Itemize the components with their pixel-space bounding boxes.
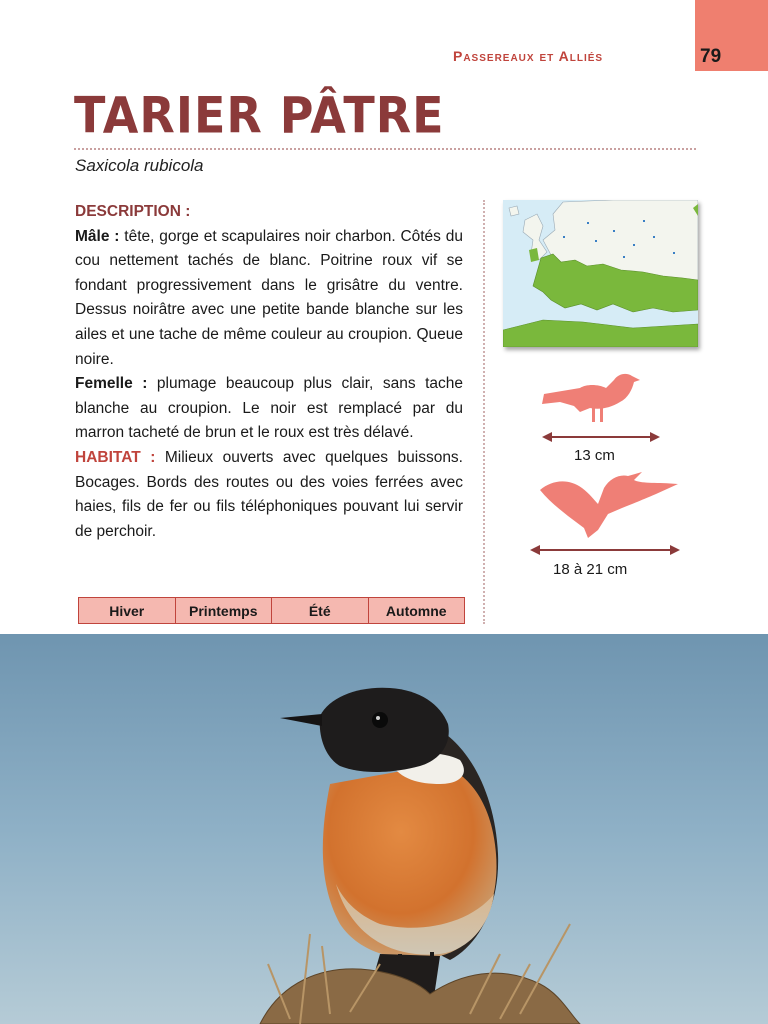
title-divider xyxy=(74,148,696,150)
season-hiver: Hiver xyxy=(79,598,176,623)
description-heading: DESCRIPTION : xyxy=(75,203,191,220)
male-text: tête, gorge et scapulaires noir charbon. Côtés du cou nettement tachés de blanc. Poitrine roux vif se fondant progressivement dans le grisâtre du ventre. Dessus noirâtre avec une petite bande blanche sur les ailes et une tache de même couleur au croupion. Queue noire. xyxy=(75,227,463,368)
page-number: 79 xyxy=(700,46,722,67)
length-arrow-icon xyxy=(542,430,660,444)
bird-flying-silhouette-icon xyxy=(538,470,678,540)
stonechat-photo xyxy=(0,634,768,1024)
habitat-text: Milieux ouverts avec quelques buissons. Bocages. Bords des routes ou des voies ferrées avec haies, fils de fer ou fils téléphoniques pouvant lui servir de perchoir. xyxy=(75,448,463,540)
column-divider xyxy=(483,200,485,624)
running-head: Passereaux et Alliés xyxy=(453,48,604,64)
season-automne: Automne xyxy=(385,602,447,619)
male-label: Mâle : xyxy=(75,227,120,245)
female-text: plumage beaucoup plus clair, sans tache blanche au croupion. Le noir est remplacé par du marron tacheté de brun et le roux est très délavé. xyxy=(75,375,463,442)
season-ete: Été xyxy=(272,598,369,623)
female-paragraph xyxy=(75,372,463,446)
species-title: TARIER PÂTRE xyxy=(74,86,445,145)
habitat-label: HABITAT : xyxy=(75,448,156,466)
male-paragraph xyxy=(75,225,463,373)
female-label: Femelle : xyxy=(75,375,148,393)
latin-name: Saxicola rubicola xyxy=(75,156,204,175)
habitat-paragraph xyxy=(75,446,463,544)
wingspan-label: 18 à 21 cm xyxy=(553,561,628,578)
bird-perched-silhouette-icon xyxy=(540,368,640,428)
season-table xyxy=(78,597,465,624)
distribution-map xyxy=(503,200,698,347)
season-printemps: Printemps xyxy=(176,598,273,623)
wingspan-arrow-icon xyxy=(530,543,680,557)
description-column xyxy=(75,200,463,544)
length-label: 13 cm xyxy=(574,447,615,464)
